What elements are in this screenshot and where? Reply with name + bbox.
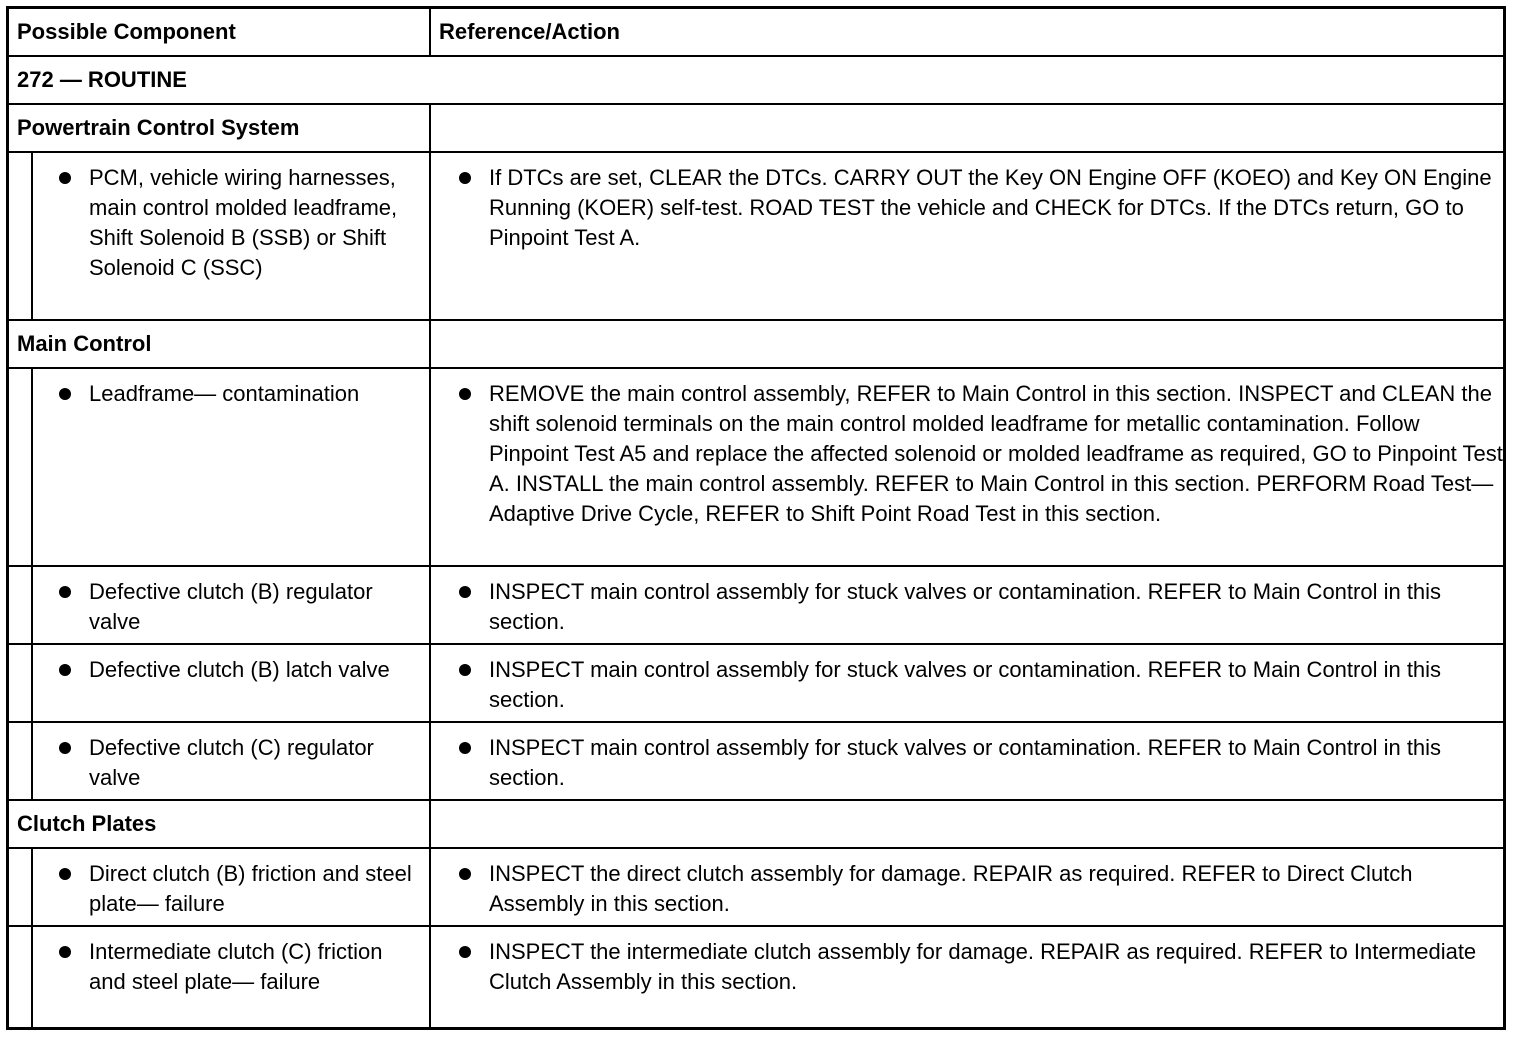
table-row [9, 927, 1503, 1027]
table-row [9, 645, 1503, 723]
component-text: Direct clutch (B) friction and steel plate— failure [89, 861, 412, 916]
header-reference-action: Reference/Action [439, 19, 620, 44]
group-title: Main Control [17, 331, 152, 356]
header-possible-component: Possible Component [17, 19, 236, 44]
bullet-icon [459, 946, 471, 958]
table-header-row [9, 9, 1503, 57]
component-text: Defective clutch (C) regulator valve [89, 735, 374, 790]
group-title: Powertrain Control System [17, 115, 300, 140]
bullet-icon [459, 742, 471, 754]
table-row [9, 153, 1503, 321]
bullet-icon [459, 388, 471, 400]
table-row [9, 369, 1503, 567]
bullet-icon [59, 946, 71, 958]
diagnostic-table [6, 6, 1506, 1030]
group-row-powertrain [9, 105, 1503, 153]
table-row [9, 567, 1503, 645]
bullet-icon [59, 172, 71, 184]
table-row [9, 723, 1503, 801]
bullet-icon [459, 586, 471, 598]
group-row-main-control [9, 321, 1503, 369]
component-text: Defective clutch (B) regulator valve [89, 579, 373, 634]
action-text: If DTCs are set, CLEAR the DTCs. CARRY OUT the Key ON Engine OFF (KOEO) and Key ON Engine Running (KOER) self-test. ROAD TEST the vehicle and CHECK for DTCs. If the DTCs return, GO to Pinpoint Test A. [489, 165, 1492, 250]
section-code: 272 — ROUTINE [17, 67, 187, 92]
bullet-icon [59, 742, 71, 754]
action-text: INSPECT the direct clutch assembly for damage. REPAIR as required. REFER to Direct Clutch Assembly in this section. [489, 861, 1413, 916]
action-text: INSPECT main control assembly for stuck valves or contamination. REFER to Main Control in this section. [489, 579, 1442, 634]
bullet-icon [59, 586, 71, 598]
group-title: Clutch Plates [17, 811, 157, 836]
bullet-icon [459, 664, 471, 676]
group-row-clutch-plates [9, 801, 1503, 849]
bullet-icon [459, 172, 471, 184]
section-code-row [9, 57, 1503, 105]
action-text: INSPECT the intermediate clutch assembly for damage. REPAIR as required. REFER to Intermediate Clutch Assembly in this section. [489, 939, 1477, 994]
bullet-icon [459, 868, 471, 880]
component-text: Intermediate clutch (C) friction and steel plate— failure [89, 939, 383, 994]
bullet-icon [59, 664, 71, 676]
action-text: INSPECT main control assembly for stuck valves or contamination. REFER to Main Control in this section. [489, 657, 1442, 712]
table-row [9, 849, 1503, 927]
component-text: Leadframe— contamination [89, 381, 360, 406]
action-text: INSPECT main control assembly for stuck valves or contamination. REFER to Main Control in this section. [489, 735, 1442, 790]
bullet-icon [59, 388, 71, 400]
bullet-icon [59, 868, 71, 880]
component-text: Defective clutch (B) latch valve [89, 657, 390, 682]
action-text: REMOVE the main control assembly, REFER to Main Control in this section. INSPECT and CLEAN the shift solenoid terminals on the main control molded leadframe for metallic contamination. Follow Pinpoint Test A5 and replace the affected solenoid or molded leadframe as required, GO to Pinpoint Test A. INSTALL the main control assembly. REFER to Main Control in this section. PERFORM Road Test— Adaptive Drive Cycle, REFER to Shift Point Road Test in this section. [489, 381, 1503, 526]
component-text: PCM, vehicle wiring harnesses, main control molded leadframe, Shift Solenoid B (SSB) or Shift Solenoid C (SSC) [89, 165, 398, 280]
